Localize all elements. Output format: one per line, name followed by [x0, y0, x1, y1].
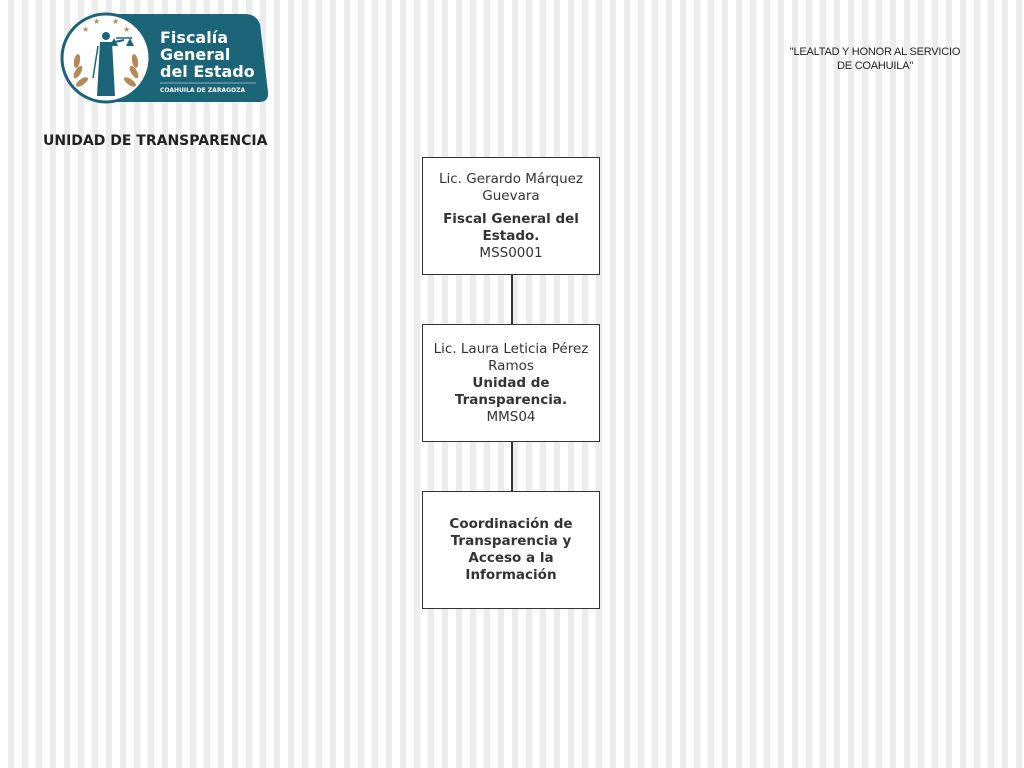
svg-text:★: ★: [93, 17, 101, 26]
fiscalia-logo: [60, 12, 270, 104]
node-name: Lic. Laura Leticia Pérez Ramos: [433, 340, 589, 374]
node-role: Coordinación de Transparencia y Acceso a la Información: [449, 516, 573, 583]
logo-line1: Fiscalía: [160, 28, 228, 47]
page-title: UNIDAD DE TRANSPARENCIA: [43, 133, 268, 149]
motto: [770, 45, 980, 73]
node-name: Lic. Gerardo Márquez Guevara: [438, 170, 584, 204]
logo-subtitle: COAHUILA DE ZARAGOZA: [160, 87, 246, 94]
connector-line: [511, 275, 513, 324]
motto-line1: "LEALTAD Y HONOR AL SERVICIO: [789, 46, 961, 58]
node-code: MSS0001: [479, 244, 543, 261]
org-node-fiscal-general: [422, 157, 600, 275]
logo-line2: General: [160, 45, 231, 64]
node-role: Fiscal General del Estado.: [443, 210, 579, 244]
org-node-unidad-transparencia: [422, 324, 600, 442]
svg-text:★: ★: [123, 25, 131, 34]
logo-line3: del Estado: [160, 62, 255, 81]
svg-text:★: ★: [112, 17, 120, 26]
connector-line: [511, 442, 513, 491]
node-code: MMS04: [486, 408, 536, 425]
org-node-coordinacion: [422, 491, 600, 609]
svg-text:★: ★: [82, 25, 90, 34]
node-role: Unidad de Transparencia.: [454, 374, 568, 408]
motto-line2: DE COAHUILA": [836, 60, 914, 72]
